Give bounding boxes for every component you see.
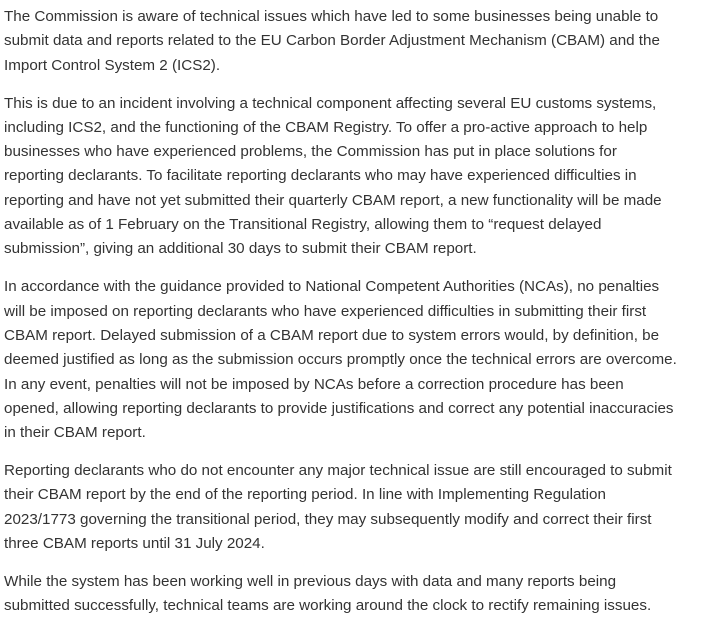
article-body	[4, 5, 716, 619]
text-line: In any event, penalties will not be imposed by NCAs before a correction procedure has been	[4, 375, 624, 393]
text-line: Import Control System 2 (ICS2).	[4, 56, 221, 74]
text-line: CBAM report. Delayed submission of a CBAM report due to system errors would, by definition, be	[4, 326, 660, 344]
text-line: will be imposed on reporting declarants who have experienced difficulties in submitting their first	[4, 302, 647, 320]
paragraph-5	[4, 570, 716, 619]
text-line: businesses who have experienced problems, the Commission has put in place solutions for	[4, 143, 617, 161]
paragraph-4	[4, 459, 716, 556]
text-line: 2023/1773 governing the transitional period, they may subsequently modify and correct their first	[4, 510, 652, 528]
text-line: including ICS2, and the functioning of the CBAM Registry. To offer a pro-active approach to help	[4, 118, 648, 136]
text-line: deemed justified as long as the submission occurs promptly once the technical errors are overcome.	[4, 351, 677, 369]
paragraph-3	[4, 275, 716, 445]
text-line: Reporting declarants who do not encounter any major technical issue are still encouraged to submit	[4, 462, 672, 480]
text-line: available as of 1 February on the Transitional Registry, allowing them to “request delayed	[4, 216, 602, 234]
text-line: While the system has been working well in previous days with data and many reports being	[4, 572, 617, 590]
text-line: The Commission is aware of technical issues which have led to some businesses being unable to	[4, 8, 659, 25]
paragraph-1	[4, 5, 716, 78]
paragraph-2	[4, 92, 716, 262]
text-line: submission”, giving an additional 30 days to submit their CBAM report.	[4, 240, 477, 258]
text-line: This is due to an incident involving a technical component affecting several EU customs systems,	[4, 94, 657, 112]
text-line: submit data and reports related to the EU Carbon Border Adjustment Mechanism (CBAM) and the	[4, 32, 660, 50]
text-line: opened, allowing reporting declarants to provide justifications and correct any potential inaccuracies	[4, 399, 674, 417]
text-line: In accordance with the guidance provided to National Competent Authorities (NCAs), no penalties	[4, 278, 660, 296]
text-line: submitted successfully, technical teams are working around the clock to rectify remaining issues.	[4, 597, 652, 615]
text-line: reporting declarants. To facilitate reporting declarants who may have experienced difficulties in	[4, 167, 637, 185]
text-line: in their CBAM report.	[4, 424, 146, 442]
text-line: reporting and have not yet submitted their quarterly CBAM report, a new functionality will be made	[4, 191, 662, 209]
text-line: three CBAM reports until 31 July 2024.	[4, 535, 265, 552]
text-line: their CBAM report by the end of the reporting period. In line with Implementing Regulation	[4, 486, 606, 504]
